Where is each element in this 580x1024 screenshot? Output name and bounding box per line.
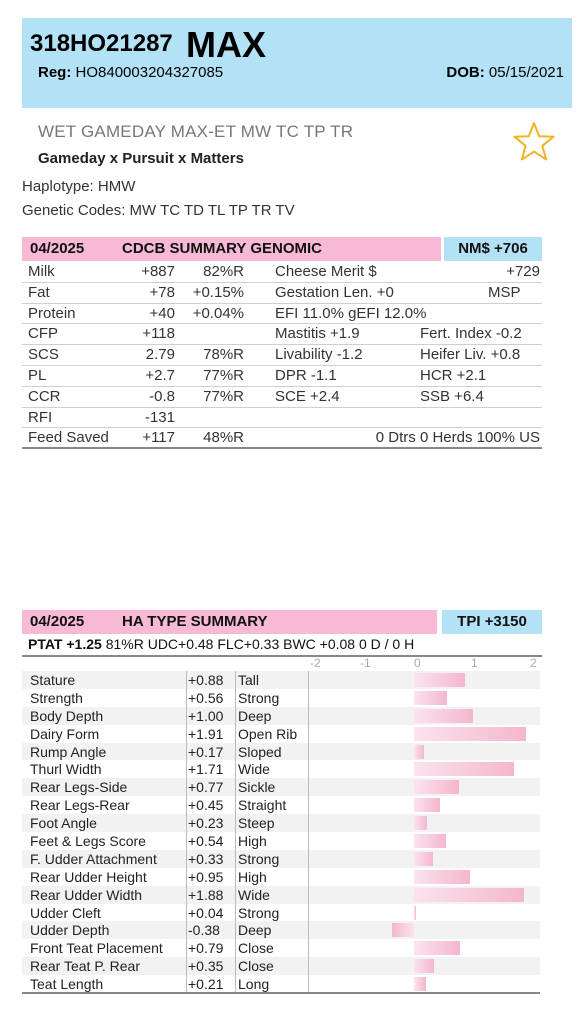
trait-row	[22, 760, 540, 778]
trait-descriptor: Wide	[238, 886, 270, 903]
genomic-row	[22, 304, 542, 325]
trait-bar	[414, 816, 427, 830]
trait-value: +1.00	[188, 707, 224, 724]
tpi-badge: TPI +3150	[442, 610, 542, 634]
genomic-cell: 0 Dtrs 0 Herds 100% US	[375, 429, 540, 447]
reg-value: HO840003204327085	[75, 64, 224, 81]
type-section-header	[22, 610, 542, 634]
genomic-cell: Feed Saved	[28, 429, 109, 447]
trait-bar	[414, 691, 447, 705]
trait-bar	[414, 888, 524, 902]
genomic-cell: Fert. Index -0.2	[420, 325, 522, 343]
axis-tick-label: 0	[414, 656, 421, 670]
genomic-cell: -0.8	[149, 387, 175, 405]
haplotype: Haplotype: HMW	[22, 178, 136, 195]
nm-dollar-badge: NM$ +706	[444, 237, 542, 261]
trait-descriptor: Close	[238, 940, 274, 957]
trait-descriptor: Strong	[238, 904, 280, 921]
registration	[38, 64, 223, 81]
ptat-details: 81%R UDC+0.48 FLC+0.33 BWC +0.08 0 D / 0 H	[105, 636, 415, 652]
ptat-value: PTAT +1.25	[28, 636, 102, 652]
bull-id: 318HO21287	[30, 30, 173, 57]
trait-name: Thurl Width	[30, 761, 102, 778]
dob-value: 05/15/2021	[488, 64, 564, 81]
genomic-cell: EFI 11.0% gEFI 12.0%	[275, 304, 427, 322]
trait-value: +0.56	[188, 689, 224, 706]
divider	[22, 992, 540, 994]
genomic-cell: 48%R	[203, 429, 244, 447]
genomic-row	[22, 366, 542, 387]
genomic-cell: Gestation Len. +0	[275, 283, 394, 301]
trait-descriptor: Steep	[238, 815, 275, 832]
genomic-cell: 82%R	[203, 263, 244, 280]
trait-descriptor: Open Rib	[238, 725, 298, 742]
trait-bar	[414, 762, 514, 776]
trait-bar	[414, 906, 416, 920]
trait-row	[22, 832, 540, 850]
genomic-cell: +729	[506, 263, 540, 280]
trait-value: +0.33	[188, 850, 224, 867]
trait-name: Rear Legs-Side	[30, 779, 128, 796]
trait-descriptor: Straight	[238, 797, 287, 814]
star-outline-icon[interactable]	[512, 120, 556, 164]
trait-descriptor: Close	[238, 958, 274, 975]
genomic-cell: Livability -1.2	[275, 346, 363, 364]
genomic-cell: +887	[141, 263, 175, 280]
genomic-cell: SCS	[28, 346, 59, 364]
trait-bar	[414, 780, 459, 794]
trait-descriptor: Deep	[238, 922, 272, 939]
trait-value: +0.79	[188, 940, 224, 957]
genomic-cell: +117	[142, 429, 175, 447]
genomic-cell: 77%R	[203, 387, 244, 405]
trait-row	[22, 671, 540, 689]
trait-bar	[414, 959, 434, 973]
trait-name: Front Teat Placement	[30, 940, 163, 957]
column-divider	[235, 671, 236, 992]
trait-name: Feet & Legs Score	[30, 833, 146, 850]
genomic-cell: SSB +6.4	[420, 387, 484, 405]
trait-name: Rear Teat P. Rear	[30, 958, 140, 975]
genomic-cell: HCR +2.1	[420, 366, 487, 384]
type-title-bar	[22, 610, 437, 634]
trait-value: +1.88	[188, 886, 224, 903]
trait-bar	[414, 798, 440, 812]
genomic-title: CDCB SUMMARY GENOMIC	[122, 240, 323, 257]
trait-value: +0.45	[188, 797, 224, 814]
trait-bar	[414, 727, 526, 741]
trait-bar	[414, 852, 433, 866]
genomic-cell: RFI	[28, 408, 53, 426]
genomic-cell: 2.79	[145, 346, 175, 364]
genomic-row	[22, 283, 542, 304]
trait-bar	[414, 977, 426, 991]
full-registered-name: WET GAMEDAY MAX-ET MW TC TP TR	[38, 122, 354, 141]
genomic-row	[22, 428, 542, 449]
trait-name: Udder Depth	[30, 922, 110, 939]
genomic-section-header	[22, 237, 542, 261]
genomic-cell: +2.7	[145, 366, 175, 384]
genomic-cell: Heifer Liv. +0.8	[420, 346, 521, 364]
trait-descriptor: High	[238, 833, 267, 850]
trait-value: +1.71	[188, 761, 224, 778]
trait-descriptor: Sloped	[238, 743, 282, 760]
trait-name: Rear Legs-Rear	[30, 797, 130, 814]
genomic-cell: PL	[28, 366, 47, 384]
trait-name: Stature	[30, 672, 76, 688]
trait-value: +0.77	[188, 779, 224, 796]
trait-row	[22, 904, 540, 922]
genomic-row	[22, 262, 542, 283]
trait-name: Strength	[30, 689, 83, 706]
bull-short-name: MAX	[186, 24, 266, 65]
date-of-birth	[446, 64, 564, 81]
genomic-cell: +0.04%	[192, 304, 244, 322]
trait-value: +0.88	[188, 672, 224, 688]
type-title: HA TYPE SUMMARY	[122, 613, 268, 630]
trait-value: +0.23	[188, 815, 224, 832]
pedigree-line: Gameday x Pursuit x Matters	[38, 150, 244, 167]
trait-descriptor: Wide	[238, 761, 270, 778]
trait-row	[22, 814, 540, 832]
trait-name: Dairy Form	[30, 725, 100, 742]
column-divider	[186, 671, 187, 992]
trait-row	[22, 886, 540, 904]
trait-value: +0.95	[188, 868, 224, 885]
reg-label: Reg:	[38, 64, 72, 81]
genomic-cell: CFP	[28, 325, 58, 343]
trait-row	[22, 868, 540, 886]
genomic-cell: +78	[149, 283, 175, 301]
genomic-cell: SCE +2.4	[275, 387, 340, 405]
ptat-summary	[28, 636, 414, 652]
trait-descriptor: Strong	[238, 850, 280, 867]
genomic-date: 04/2025	[30, 240, 85, 257]
trait-name: Rear Udder Width	[30, 886, 143, 903]
trait-value: +0.54	[188, 833, 224, 850]
genomic-cell: Mastitis +1.9	[275, 325, 360, 343]
trait-row	[22, 921, 540, 939]
trait-name: Teat Length	[30, 976, 104, 993]
trait-descriptor: Strong	[238, 689, 280, 706]
trait-value: +0.21	[188, 976, 224, 993]
trait-row	[22, 850, 540, 868]
trait-row	[22, 939, 540, 957]
genomic-cell: +118	[142, 325, 175, 343]
trait-row	[22, 743, 540, 761]
trait-bar	[392, 923, 414, 937]
trait-value: +0.04	[188, 904, 224, 921]
trait-descriptor: Tall	[238, 672, 260, 688]
genomic-cell: 77%R	[203, 366, 244, 384]
genomic-cell: Protein	[28, 304, 76, 322]
trait-descriptor: Deep	[238, 707, 272, 724]
genomic-cell: +0.15%	[192, 283, 244, 301]
genomic-row	[22, 408, 542, 429]
genomic-cell: CCR	[28, 387, 61, 405]
genomic-row	[22, 387, 542, 408]
trait-name: F. Udder Attachment	[30, 850, 157, 867]
genomic-cell: Fat	[28, 283, 50, 301]
genomic-cell: MSP	[488, 283, 521, 301]
trait-bar	[414, 870, 470, 884]
trait-value: +0.35	[188, 958, 224, 975]
genomic-cell: Milk	[28, 263, 55, 280]
trait-value: +0.17	[188, 743, 224, 760]
axis-tick-label: -2	[310, 656, 321, 670]
type-date: 04/2025	[30, 613, 85, 630]
trait-bar	[414, 709, 473, 723]
trait-row	[22, 778, 540, 796]
column-divider	[308, 671, 309, 992]
trait-name: Body Depth	[30, 707, 104, 724]
trait-row	[22, 725, 540, 743]
trait-row	[22, 689, 540, 707]
genomic-title-bar	[22, 237, 441, 261]
trait-bar	[414, 834, 446, 848]
trait-name: Rear Udder Height	[30, 868, 147, 885]
trait-row	[22, 975, 540, 993]
divider	[22, 655, 542, 657]
genomic-table	[22, 262, 542, 449]
genomic-cell: 78%R	[203, 346, 244, 364]
trait-row	[22, 957, 540, 975]
trait-name: Rump Angle	[30, 743, 107, 760]
axis-tick-label: 1	[471, 656, 478, 670]
dob-label: DOB:	[446, 64, 485, 81]
trait-descriptor: High	[238, 868, 267, 885]
trait-name: Udder Cleft	[30, 904, 101, 921]
genomic-cell: Cheese Merit $	[275, 263, 377, 280]
bull-header	[22, 18, 572, 108]
trait-row	[22, 796, 540, 814]
trait-descriptor: Long	[238, 976, 270, 993]
trait-bar	[414, 941, 460, 955]
axis-tick-label: -1	[360, 656, 371, 670]
genomic-cell: -131	[144, 408, 175, 426]
trait-value: -0.38	[188, 922, 220, 939]
genetic-codes: Genetic Codes: MW TC TD TL TP TR TV	[22, 202, 295, 219]
genomic-row	[22, 324, 542, 345]
axis-tick-label: 2	[530, 656, 537, 670]
trait-descriptor: Sickle	[238, 779, 276, 796]
genomic-row	[22, 345, 542, 366]
genomic-cell: DPR -1.1	[275, 366, 337, 384]
trait-bar	[414, 745, 424, 759]
trait-row	[22, 707, 540, 725]
trait-name: Foot Angle	[30, 815, 97, 832]
trait-value: +1.91	[188, 725, 224, 742]
genomic-cell: +40	[149, 304, 175, 322]
type-trait-table	[22, 671, 540, 993]
trait-bar	[414, 673, 465, 687]
